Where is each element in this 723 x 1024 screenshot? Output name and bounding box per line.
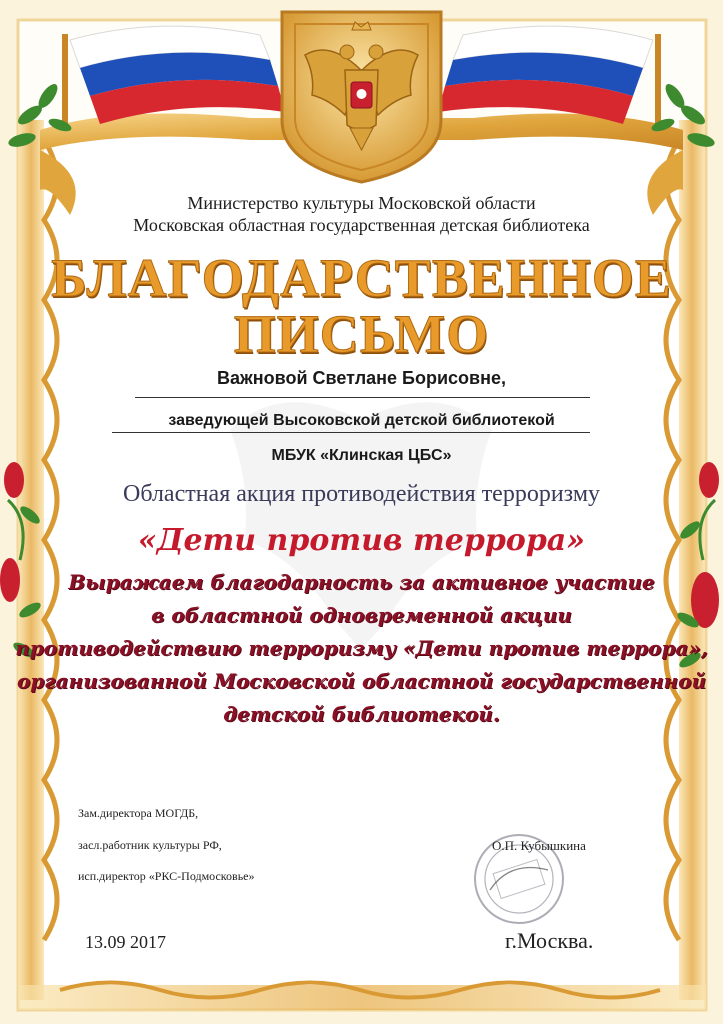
action-title: Областная акция противодействия терроризму [123,481,600,507]
thanks-line: детской библиотекой. [223,702,500,726]
signatory-title-2: засл.работник культуры РФ, [78,838,222,852]
document-date: 13.09 2017 [85,932,166,952]
recipient-position: заведующей Высоковской детской библиотекой [168,412,555,429]
document-city: г.Москва. [505,928,594,953]
signatory-title-3: исп.директор «РКС-Подмосковье» [78,869,255,883]
thanks-line: организованной Московской областной государственной [16,669,707,693]
library-header: Московская областная государственная детская библиотека [133,215,590,235]
recipient-organization: МБУК «Клинская ЦБС» [271,447,452,464]
signatory-title-1: Зам.директора МОГДБ, [78,806,199,820]
thanks-line: в областной одновременной акции [151,603,572,627]
thanks-line: Выражаем благодарность за активное участие [68,570,655,594]
bottom-border-ornament [18,983,706,1011]
thanks-line: противодействию терроризму «Дети против террора», [15,636,708,660]
russian-coat-of-arms-icon [282,12,441,182]
thanks-text [0,566,723,731]
ministry-header: Министерство культуры Московской области [187,193,536,213]
action-slogan: «Дети против террора» [138,523,585,558]
page-title-line-1: БЛАГОДАРСТВЕННОЕ [51,248,672,308]
position-underline [112,432,590,433]
recipient-name: Важновой Светлане Борисовне, [217,368,506,388]
recipient-underline [135,397,590,398]
signatory-name: О.П. Кубышкина [492,838,586,853]
page-title-line-2: ПИСЬМО [233,304,490,364]
